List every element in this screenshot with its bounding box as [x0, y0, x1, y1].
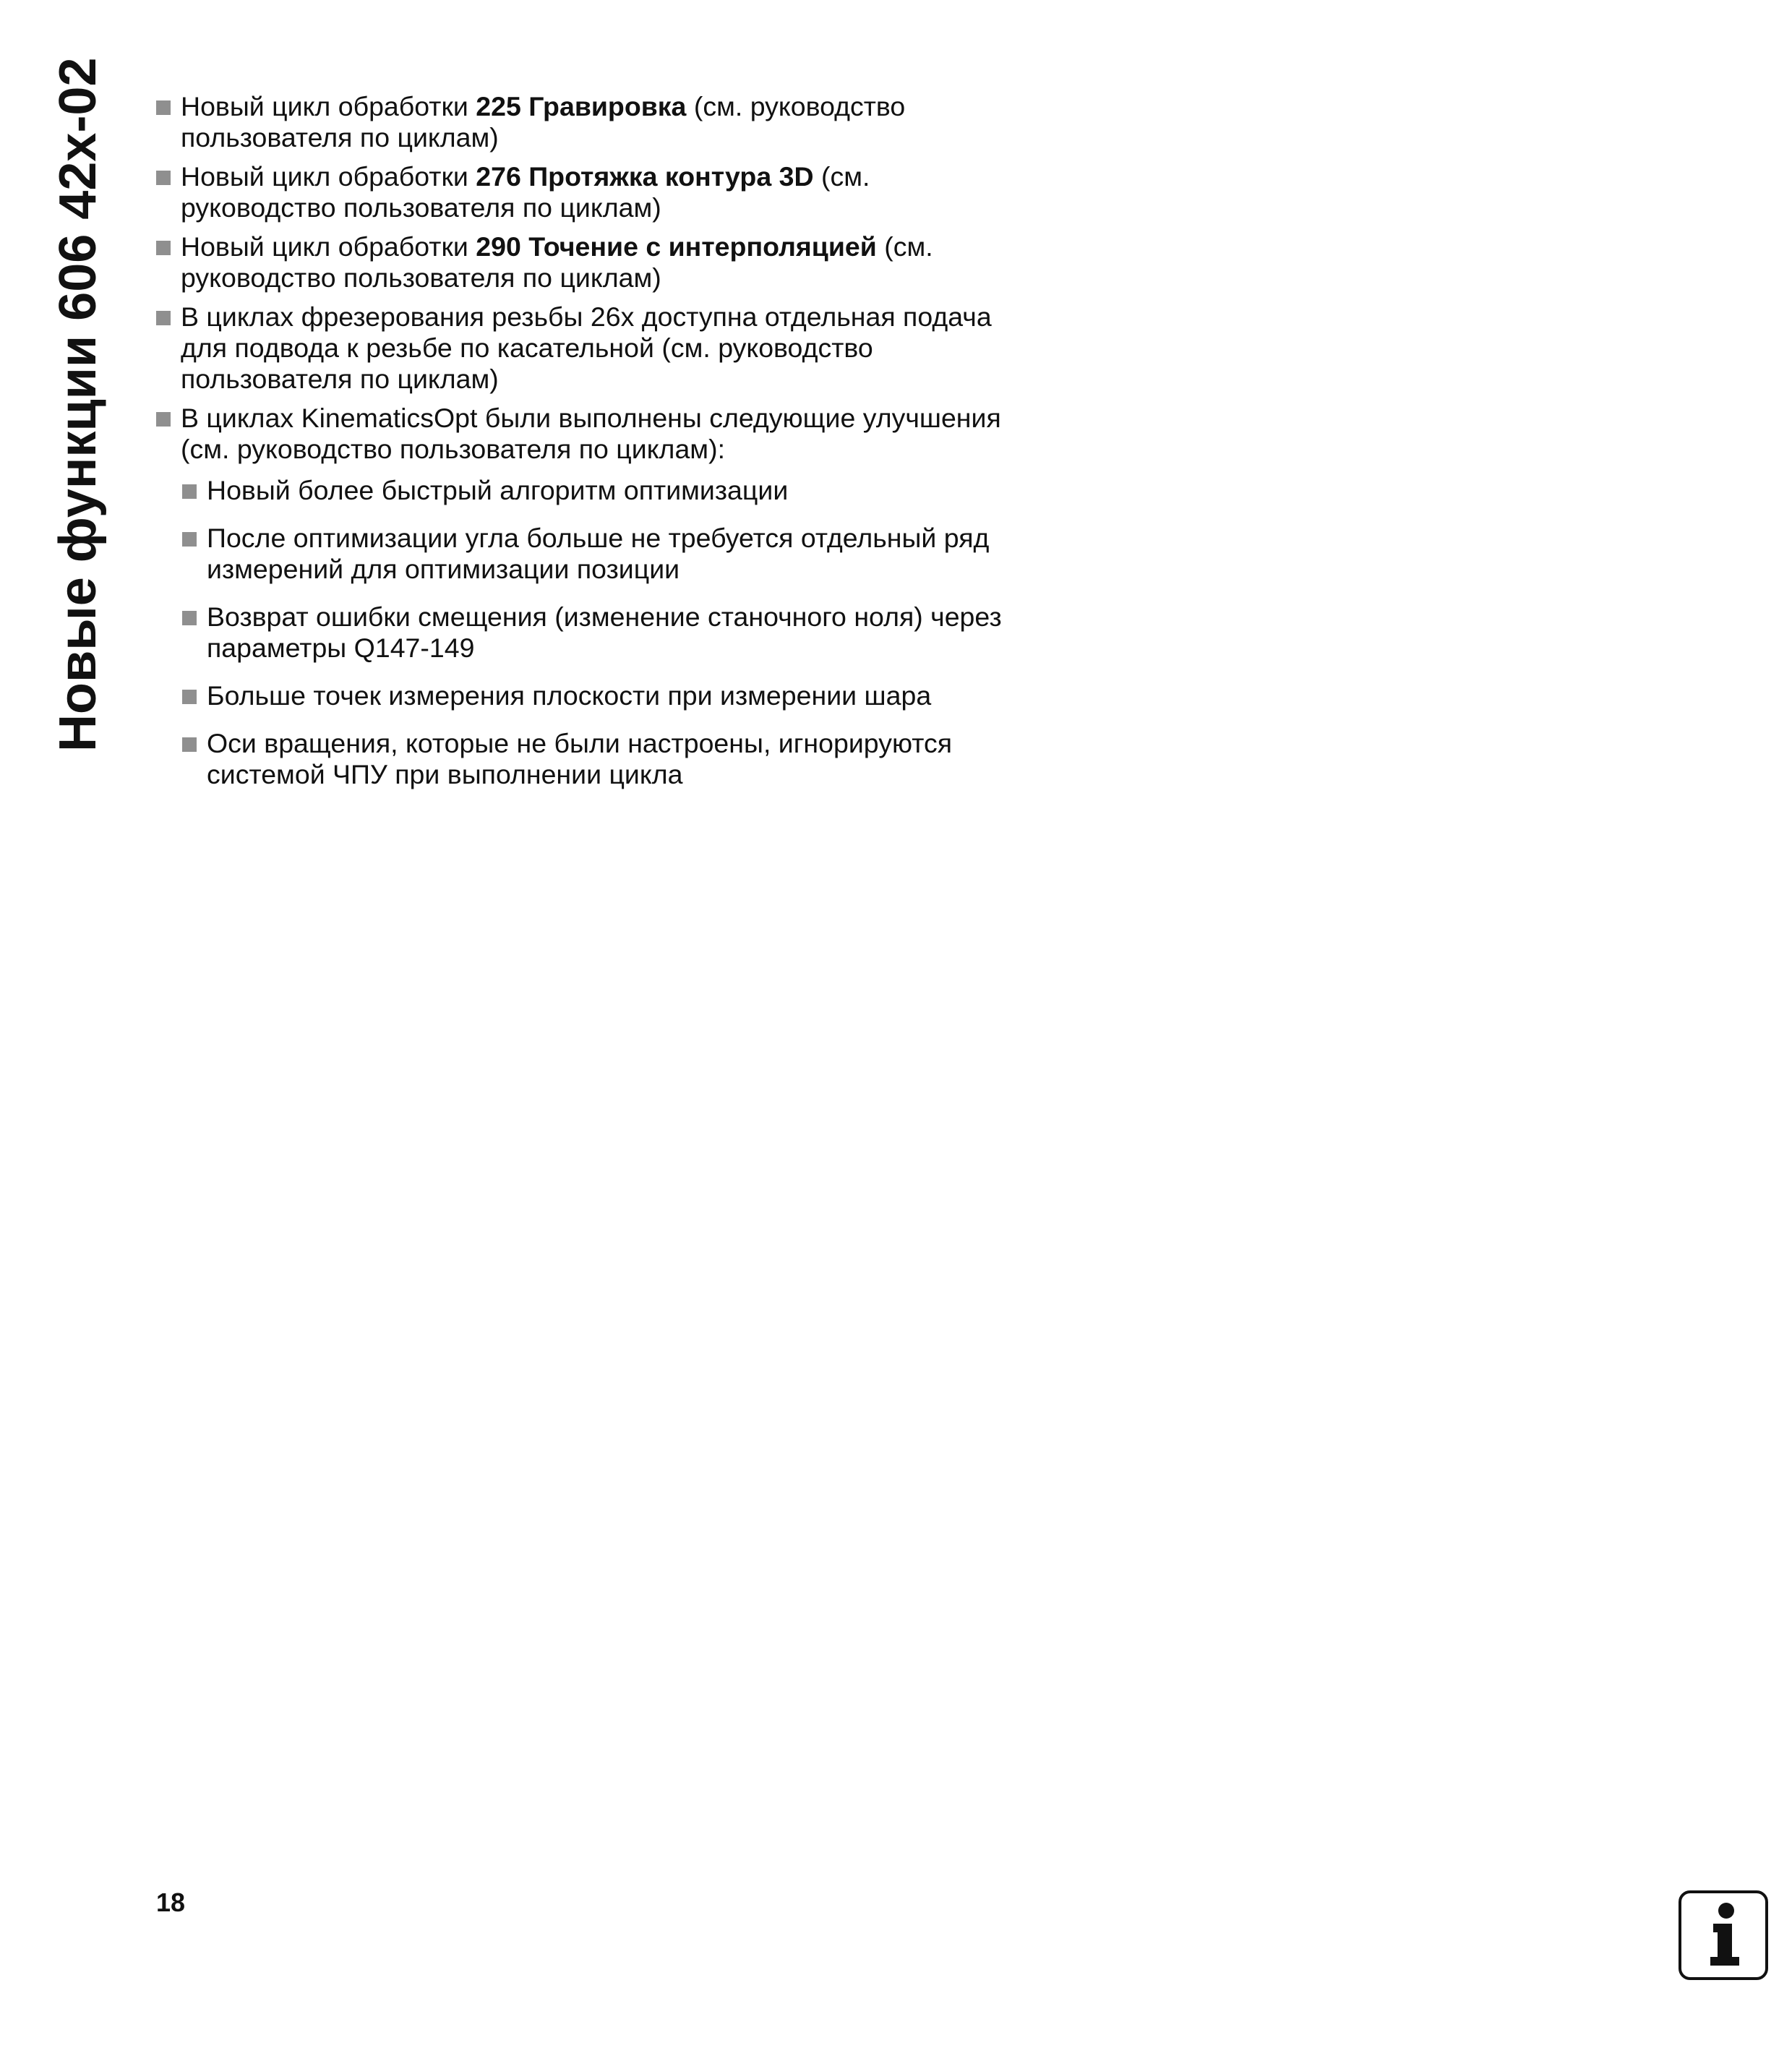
page-number: 18	[156, 1888, 186, 1917]
item-text: В циклах KinematicsOpt были выполнены следующие улучшения (см. руководство пользователя по циклам):	[181, 403, 1001, 464]
bullet-list	[156, 91, 1009, 790]
sub-list-item	[182, 680, 1009, 711]
item-text: Новый цикл обработки	[181, 231, 476, 262]
square-bullet-icon	[182, 611, 197, 625]
sub-item-text: Новый более быстрый алгоритм оптимизации	[207, 475, 789, 505]
square-bullet-icon	[182, 690, 197, 704]
square-bullet-icon	[156, 171, 171, 185]
sub-list-item	[182, 523, 1009, 585]
sub-item-text: После оптимизации угла больше не требуется отдельный ряд измерений для оптимизации позиции	[207, 523, 990, 584]
content	[156, 91, 1009, 807]
list-item	[156, 231, 1009, 294]
square-bullet-icon	[156, 241, 171, 255]
item-cycle-name: 290 Точение с интерполяцией	[476, 231, 877, 262]
sub-list-item	[182, 475, 1009, 506]
sub-item-text: Больше точек измерения плоскости при измерении шара	[207, 680, 932, 711]
sub-list-item	[182, 728, 1009, 790]
list-item	[156, 301, 1009, 395]
side-title: Новые функции 606 42x-02	[49, 57, 107, 752]
sub-list-item	[182, 601, 1009, 664]
square-bullet-icon	[182, 532, 197, 547]
square-bullet-icon	[156, 412, 171, 427]
sub-item-text: Возврат ошибки смещения (изменение станочного ноля) через параметры Q147-149	[207, 601, 1002, 663]
item-text: В циклах фрезерования резьбы 26x доступна отдельная подача для подвода к резьбе по касательной (см. руководство пользователя по циклам)	[181, 301, 992, 394]
item-cycle-name: 225 Гравировка	[476, 91, 687, 121]
square-bullet-icon	[182, 484, 197, 499]
square-bullet-icon	[156, 100, 171, 115]
list-item	[156, 91, 1009, 153]
item-text: (см. руководство пользователя по циклам)	[181, 231, 933, 293]
list-item	[156, 403, 1009, 465]
square-bullet-icon	[156, 311, 171, 325]
item-cycle-name: 276 Протяжка контура 3D	[476, 161, 814, 192]
square-bullet-icon	[182, 737, 197, 752]
info-glyph	[1681, 1893, 1765, 1977]
sub-item-text: Оси вращения, которые не были настроены, игнорируются системой ЧПУ при выполнении цикла	[207, 728, 953, 789]
item-text: (см. руководство пользователя по циклам)	[181, 161, 870, 223]
item-text: Новый цикл обработки	[181, 91, 476, 121]
info-icon	[1679, 1890, 1768, 1980]
item-text: (см. руководство пользователя по циклам)	[181, 91, 906, 153]
item-text: Новый цикл обработки	[181, 161, 476, 192]
list-item	[156, 161, 1009, 223]
